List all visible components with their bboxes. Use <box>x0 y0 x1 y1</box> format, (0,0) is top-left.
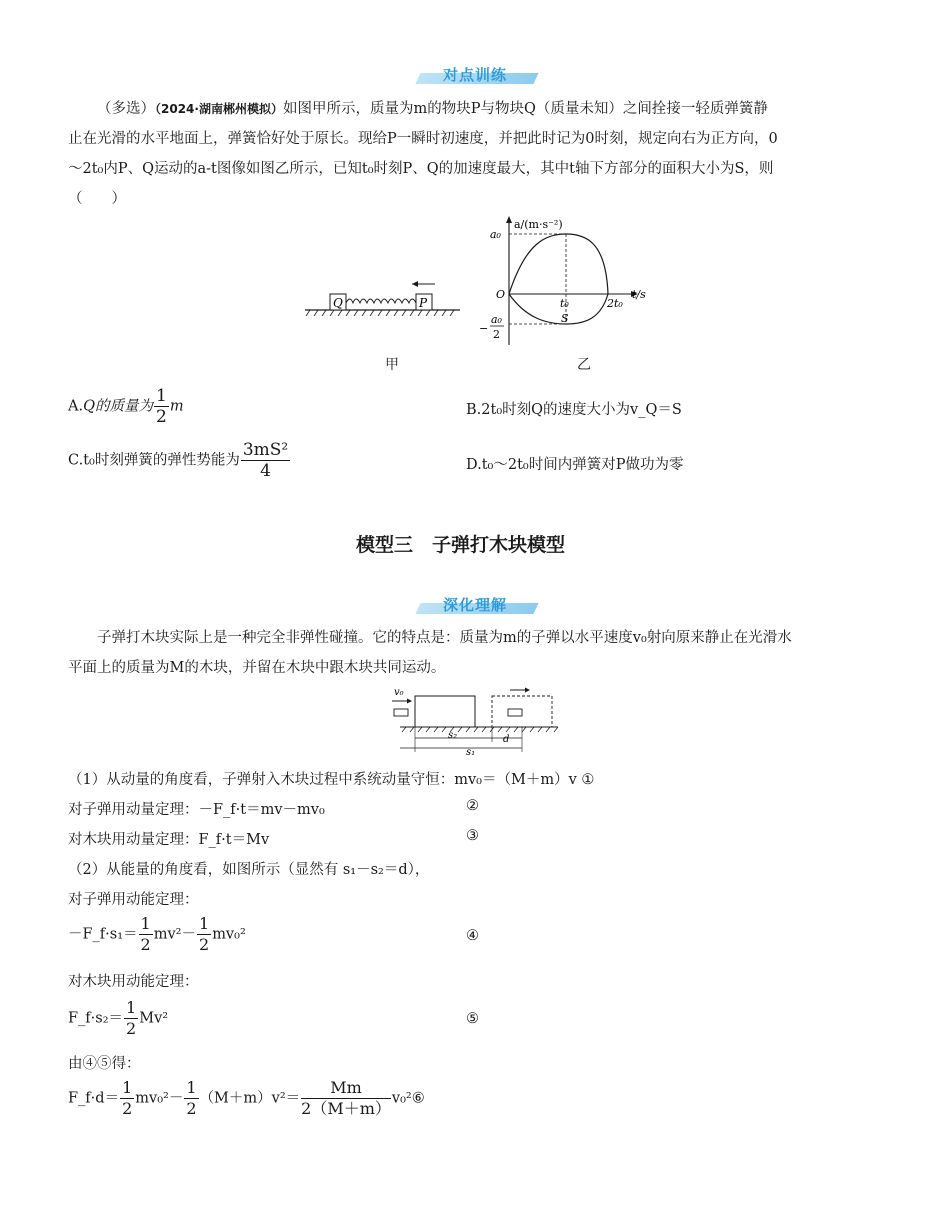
section-banner-practice: 对点训练 <box>412 66 538 86</box>
s2-label: s₂ <box>448 730 458 741</box>
eq-p3-number: ③ <box>466 828 479 844</box>
tick-neg-sign: − <box>479 322 489 335</box>
question-line1: 如图甲所示，质量为m的物块P与物块Q（质量未知）之间拴接一轻质弹簧静 <box>282 101 768 117</box>
option-c: C.t₀时刻弹簧的弹性势能为 $\frac{\text{3mS²}}{4}$ <box>68 440 289 481</box>
option-b: B.2t₀时刻Q的速度大小为v_Q＝S <box>466 402 682 418</box>
eq-p4: （2）从能量的角度看，如图所示（显然有 s₁－s₂＝d）， <box>68 862 430 878</box>
eq-p2: 对子弹用动量定理：－F_f·t＝mv－mv₀ <box>68 802 325 818</box>
tick-a0: a₀ <box>490 228 501 241</box>
section-banner-deepen: 深化理解 <box>412 596 538 616</box>
intro-line1: 子弹打木块实际上是一种完全非弹性碰撞。它的特点是：质量为m的子弹以水平速度v₀射向原来静止在光滑水 <box>97 630 792 646</box>
option-d: D.t₀～2t₀时间内弹簧对P做功为零 <box>466 457 684 473</box>
eq-p6: 对木块用动能定理： <box>68 974 199 990</box>
intro-line2: 平面上的质量为M的木块，并留在木块中跟木块共同运动。 <box>68 660 446 676</box>
figure-yi-caption: 乙 <box>577 357 591 373</box>
eq-p2-number: ② <box>466 798 479 814</box>
series-upper-curve <box>509 234 608 294</box>
tick-neg-num: a₀ <box>491 313 502 326</box>
area-s-label: S <box>561 312 569 325</box>
eq-4: －F_f·s₁＝ $\frac{1}{2}$ mv²－ $\frac{1}{2}$ mv₀² <box>68 914 246 954</box>
eq-p7: 由④⑤得： <box>68 1056 141 1072</box>
figure-jia-caption: 甲 <box>385 357 399 373</box>
eq-p3: 对木块用动量定理：F_f·t＝Mv <box>68 832 270 848</box>
question-block <box>68 94 878 214</box>
tick-neg-den: 2 <box>493 328 500 341</box>
question-source: （2024·湖南郴州模拟） <box>155 102 283 116</box>
y-axis-label: a/(m·s⁻²) <box>514 218 563 231</box>
question-line3: ～2t₀内P、Q运动的a-t图像如图乙所示，已知t₀时刻P、Q的加速度最大，其中t轴下方部分的面积大小为S，则 <box>68 161 774 177</box>
option-a: A.Q的质量为 $\frac{1}{2}$ m <box>68 386 184 427</box>
s1-label: s₁ <box>466 747 476 756</box>
origin-label: O <box>496 288 506 301</box>
question-line2: 止在光滑的水平地面上，弹簧恰好处于原长。现给P一瞬时初速度，并把此时记为0时刻，规定向右为正方向，0 <box>68 131 778 147</box>
figure-yi-graph <box>476 210 662 350</box>
eq-5-number: ⑤ <box>466 1011 479 1027</box>
series-lower-curve <box>509 294 608 324</box>
eq-5: F_f·s₂＝ $\frac{1}{2}$ Mv² <box>68 998 169 1038</box>
eq-p5: 对子弹用动能定理： <box>68 892 199 908</box>
d-label: d <box>503 734 510 745</box>
bullet <box>394 709 408 716</box>
figure-jia-spring <box>300 276 470 326</box>
tick-2t0: 2t₀ <box>607 297 623 310</box>
question-tag: （多选） <box>97 101 155 117</box>
block-p-label: P <box>419 296 428 310</box>
tick-t0: t₀ <box>560 297 569 310</box>
figure-bullet-block <box>388 684 562 756</box>
question-line4: （ ） <box>68 191 126 207</box>
eq-6: F_f·d＝ $\frac{1}{2}$ mv₀²－ $\frac{1}{2}$ （M＋m）v²＝ $\frac{Mm}{2(M+m)}$ v₀²⑥ <box>68 1078 425 1118</box>
spring <box>346 299 416 303</box>
v0-label: v₀ <box>394 687 404 698</box>
x-axis-label: t/s <box>632 288 646 301</box>
model-title: 模型三 子弹打木块模型 <box>356 534 566 556</box>
eq-4-number: ④ <box>466 928 479 944</box>
eq-p1: （1）从动量的角度看，子弹射入木块过程中系统动量守恒：mv₀＝（M＋m）v ① <box>68 772 595 788</box>
block-q-label: Q <box>333 296 343 310</box>
block-initial <box>415 696 475 727</box>
intro-block <box>68 623 878 683</box>
